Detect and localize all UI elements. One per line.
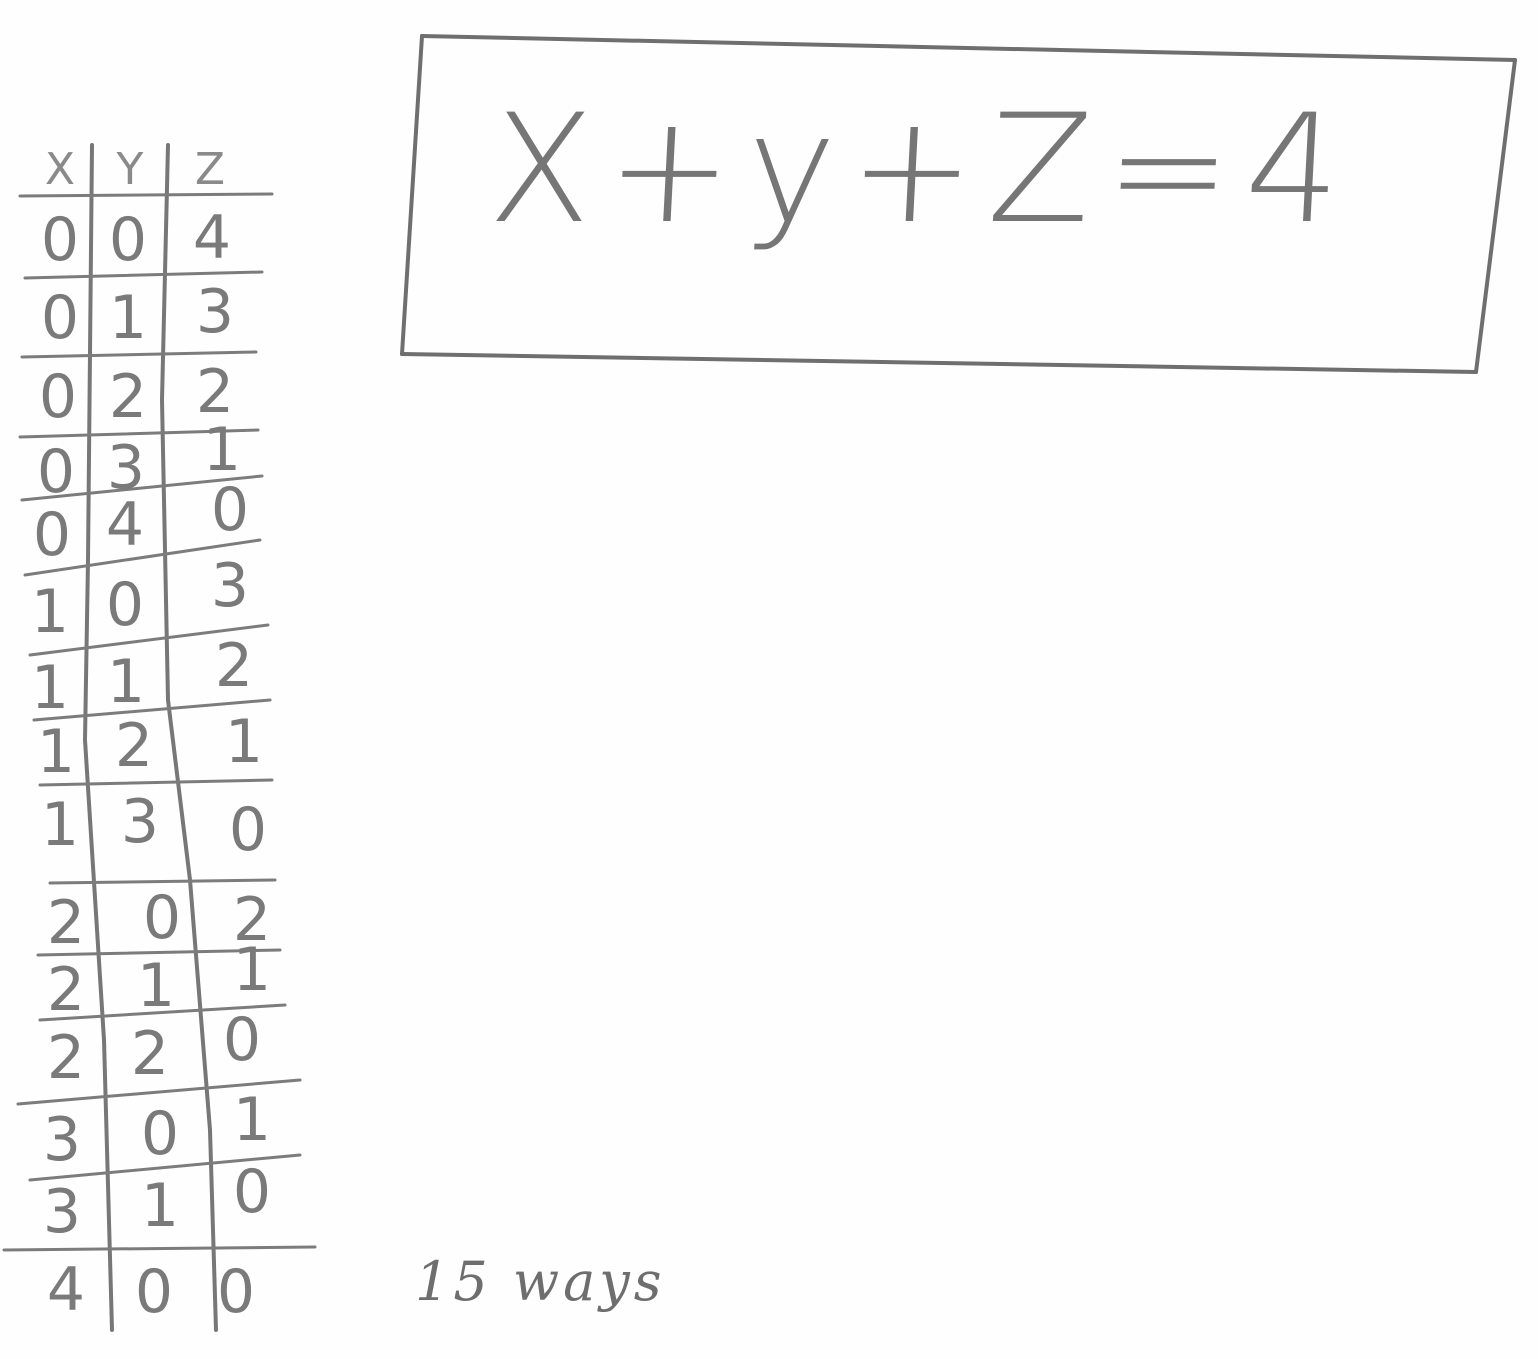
cell-x: 2: [46, 955, 86, 1025]
cell-x: 0: [32, 500, 72, 570]
cell-x: 0: [40, 283, 80, 353]
cell-y: 1: [108, 283, 148, 353]
cell-z: 2: [232, 885, 272, 955]
cell-x: 3: [42, 1105, 82, 1175]
cell-x: 0: [40, 205, 80, 275]
cell-y: 2: [130, 1019, 170, 1089]
cell-y: 0: [140, 1099, 180, 1169]
cell-y: 0: [134, 1257, 174, 1327]
cell-z: 4: [192, 203, 232, 273]
cell-x: 3: [42, 1177, 82, 1247]
column-header-x: X: [44, 144, 76, 195]
answer-text: 15 ways: [415, 1250, 666, 1313]
cell-y: 1: [136, 951, 176, 1021]
cell-y: 1: [140, 1171, 180, 1241]
cell-x: 0: [36, 437, 76, 507]
cell-z: 0: [232, 1157, 272, 1227]
cell-x: 1: [30, 653, 70, 723]
cell-y: 0: [105, 570, 145, 640]
equation-text: X+y+Z=4: [485, 83, 1360, 257]
cell-z: 3: [210, 551, 250, 621]
column-header-y: Y: [116, 144, 144, 195]
cell-x: 1: [36, 717, 76, 787]
cell-x: 0: [38, 362, 78, 432]
cell-z: 0: [216, 1257, 256, 1327]
cell-y: 3: [106, 433, 146, 503]
cell-z: 2: [214, 631, 254, 701]
cell-x: 2: [46, 1023, 86, 1093]
cell-z: 0: [210, 475, 250, 545]
cell-y: 4: [105, 490, 145, 560]
column-header-z: Z: [194, 144, 226, 195]
cell-z: 0: [228, 795, 268, 865]
cell-z: 3: [195, 277, 235, 347]
cell-z: 1: [224, 707, 264, 777]
cell-z: 1: [232, 935, 272, 1005]
cell-y: 1: [106, 647, 146, 717]
cell-z: 1: [202, 415, 242, 485]
cell-x: 4: [46, 1255, 86, 1325]
cell-z: 2: [195, 357, 235, 427]
cell-y: 3: [120, 787, 160, 857]
cell-x: 2: [46, 888, 86, 958]
cell-z: 1: [232, 1085, 272, 1155]
cell-x: 1: [40, 790, 80, 860]
cell-z: 0: [222, 1005, 262, 1075]
cell-y: 0: [108, 205, 148, 275]
cell-y: 2: [114, 711, 154, 781]
cell-y: 2: [108, 362, 148, 432]
cell-x: 1: [30, 577, 70, 647]
cell-y: 0: [142, 883, 182, 953]
